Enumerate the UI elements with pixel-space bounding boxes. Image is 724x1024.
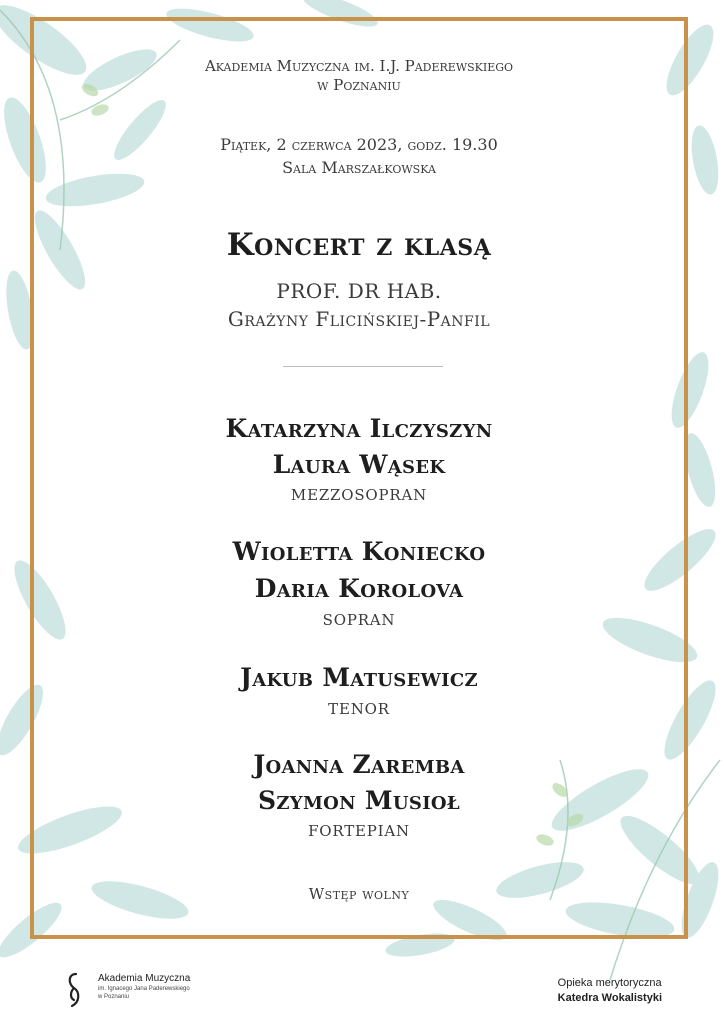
concert-title: Koncert z klasą: [226, 227, 492, 263]
admission-note: Wstęp wolny: [308, 885, 410, 903]
academy-line-1: Akademia Muzyczna im. I.J. Paderewskiego: [204, 57, 514, 75]
divider: [283, 366, 443, 367]
academy-logo-icon: [62, 972, 86, 1008]
performer-role: FORTEPIAN: [308, 822, 410, 840]
prof-name-line: Grażyny Flicińskiej-Panfil: [227, 307, 491, 331]
academy-name: [34, 57, 684, 95]
performer-name: Wioletta Koniecko: [232, 537, 486, 566]
performer-name: Katarzyna Ilczyszyn: [225, 414, 493, 443]
performer-role: MEZZOSOPRAN: [290, 486, 428, 504]
performer-name: Joanna Zaremba: [253, 750, 465, 779]
patron-name: Katedra Wokalistyki: [557, 992, 662, 1004]
patron-label: Opieka merytoryczna: [557, 977, 662, 989]
performer-name: Szymon Musioł: [258, 786, 460, 815]
logo-text-line-3: w Poznaniu: [98, 994, 130, 1000]
academy-line-2: w Poznaniu: [317, 76, 401, 94]
performer-name: Daria Korolova: [254, 574, 464, 603]
performer-role: SOPRAN: [322, 611, 396, 629]
performer-name: Jakub Matusewicz: [240, 663, 478, 692]
professor-name: [34, 277, 684, 333]
logo-text-line-1: Akademia Muzyczna: [98, 973, 191, 984]
venue-line: Sala Marszałkowska: [282, 158, 436, 177]
prof-title-line: PROF. DR HAB.: [276, 279, 442, 303]
patron-block: [558, 976, 662, 1006]
logo-text-line-2: im. Ignacego Jana Paderewskiego: [98, 986, 190, 992]
date-line: Piątek, 2 czerwca 2023, godz. 19.30: [220, 135, 498, 154]
event-datetime: [34, 133, 684, 179]
poster-content: [34, 21, 684, 935]
performer-name: Laura Wąsek: [272, 450, 446, 479]
performer-role: TENOR: [328, 700, 390, 718]
